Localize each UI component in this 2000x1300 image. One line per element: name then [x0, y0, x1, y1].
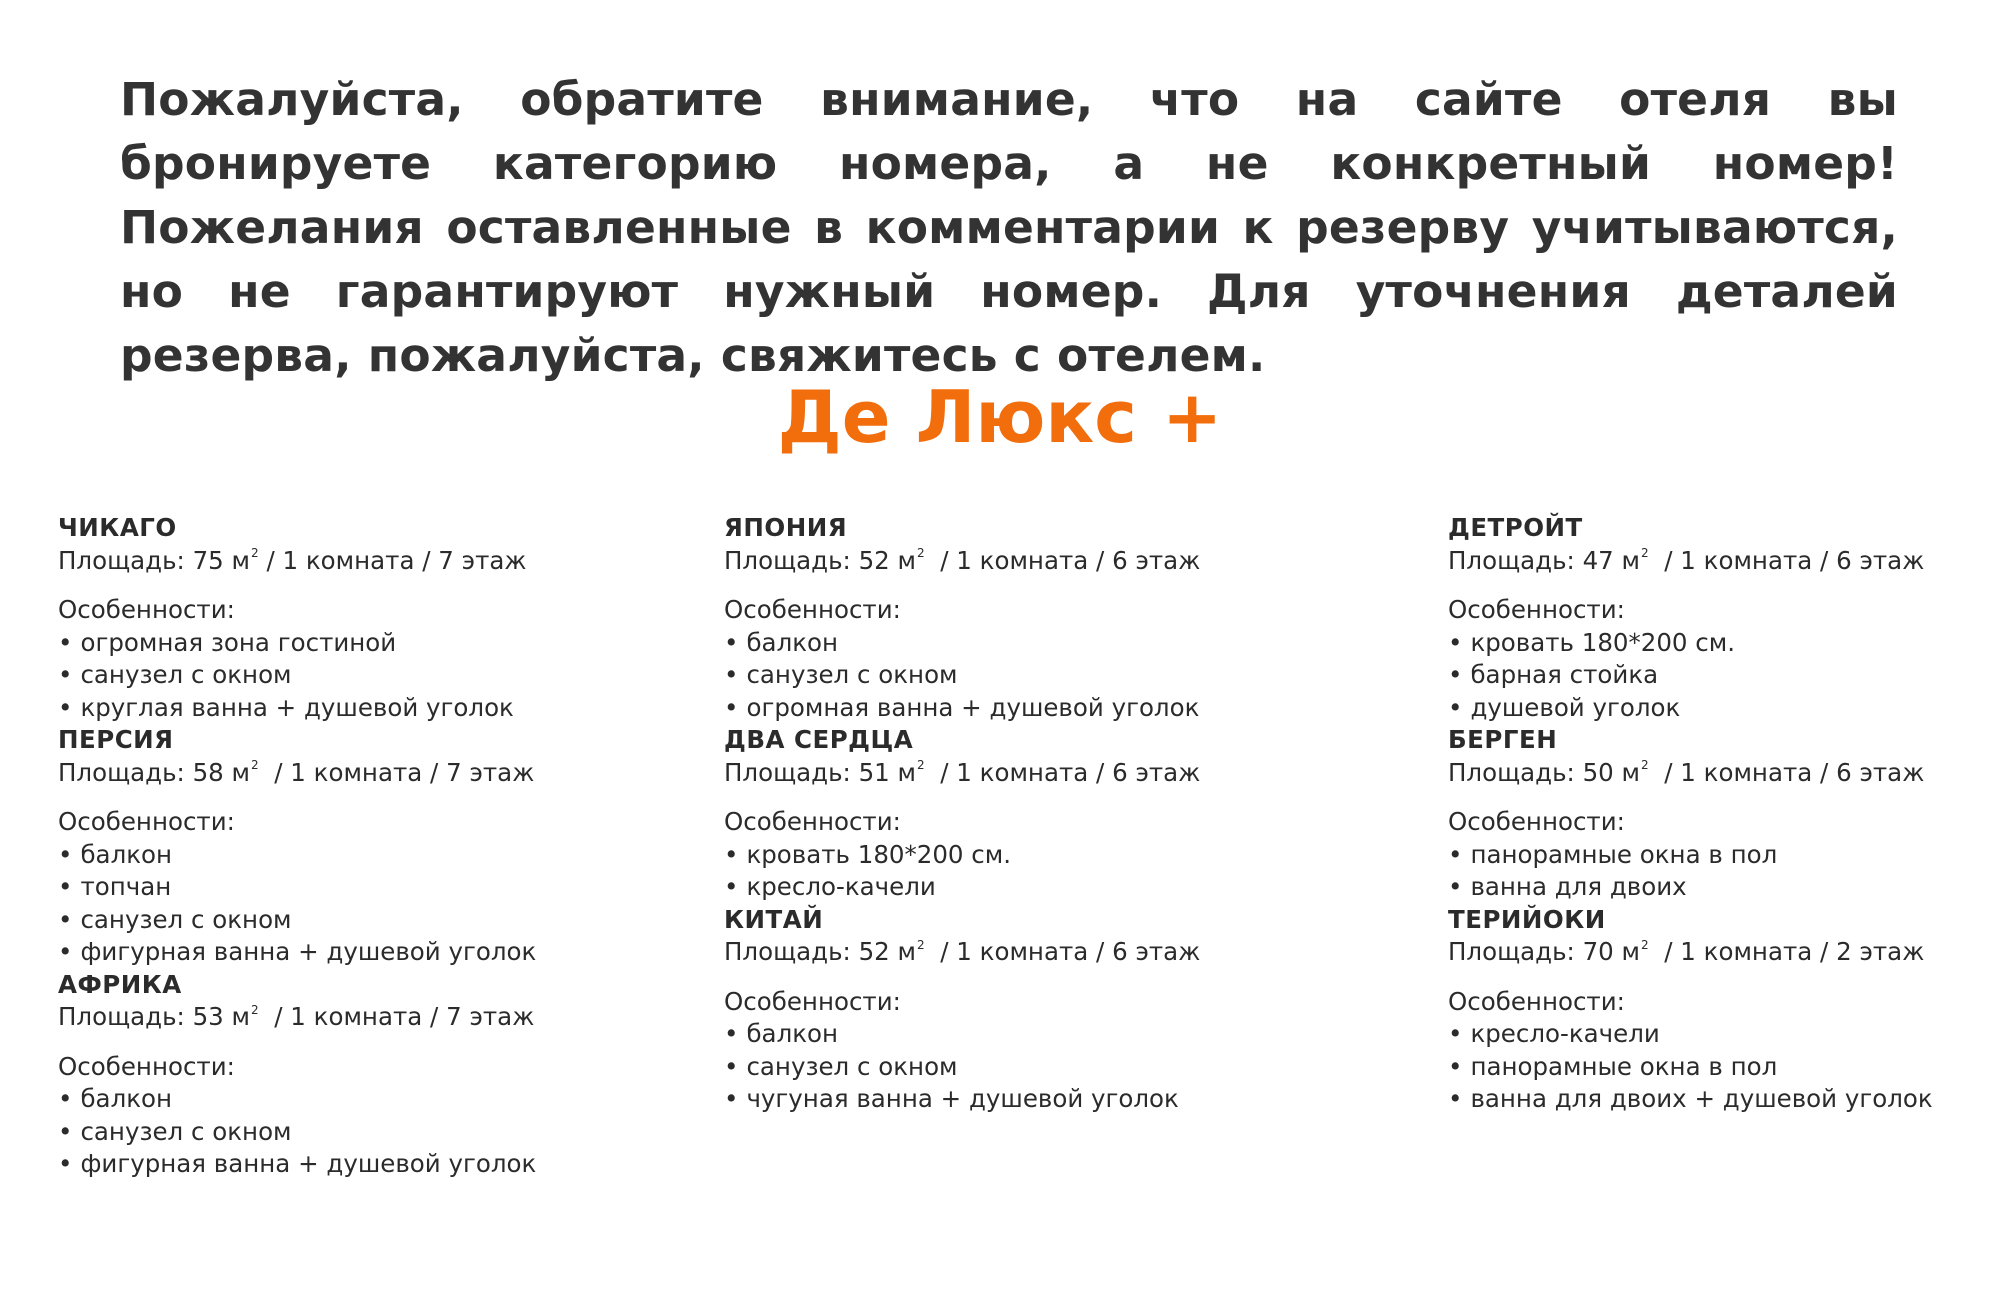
feature-item: • топчан — [58, 871, 678, 904]
feature-item: • балкон — [58, 1083, 678, 1116]
feature-item: • панорамные окна в пол — [1448, 839, 1988, 872]
features-label: Особенности: — [58, 807, 235, 836]
features-list — [58, 627, 678, 725]
feature-item: • балкон — [724, 1018, 1384, 1051]
features-label: Особенности: — [1448, 807, 1625, 836]
feature-item: • ванна для двоих + душевой уголок — [1448, 1083, 1988, 1116]
feature-item: • фигурная ванна + душевой уголок — [58, 936, 678, 969]
feature-item: • санузел с окном — [58, 1116, 678, 1149]
room-card — [724, 724, 1384, 904]
room-card — [58, 724, 678, 969]
features-list — [724, 1018, 1384, 1116]
feature-item: • балкон — [724, 627, 1384, 660]
room-area: Площадь: 50 $м^2 / 1$ комната / 6 этаж — [1448, 757, 1925, 787]
feature-item: • фигурная ванна + душевой уголок — [58, 1148, 678, 1181]
room-area: Площадь: 70 $м^2 / 1$ комната / 2 этаж — [1448, 937, 1925, 966]
feature-item: • чугуная ванна + душевой уголок — [724, 1083, 1384, 1116]
feature-item: • огромная ванна + душевой уголок — [724, 692, 1384, 725]
room-card — [58, 512, 678, 724]
feature-item: • панорамные окна в пол — [1448, 1051, 1988, 1084]
features-list — [1448, 627, 1988, 725]
room-card — [724, 512, 1384, 724]
booking-notice: Пожалуйста, обратите внимание, что на сайте отеля вы бронируете категорию номера, а не конкретный номер! Пожелания оставленные в комментарии к резерву учитываются, но не гарантируют нужный номер. Для уточнения деталей резерва, пожалуйста, свяжитесь с отелем. — [120, 73, 1898, 382]
features-list — [724, 839, 1384, 904]
room-name: ЯПОНИЯ — [724, 513, 848, 542]
room-name: ТЕРИЙОКИ — [1448, 904, 1606, 934]
features-label: Особенности: — [58, 1051, 235, 1081]
feature-item: • санузел с окном — [724, 659, 1384, 692]
feature-item: • круглая ванна + душевой уголок — [58, 692, 678, 725]
features-list — [1448, 1018, 1988, 1116]
feature-item: • санузел с окном — [724, 1051, 1384, 1084]
feature-item: • огромная зона гостиной — [58, 627, 678, 660]
features-label: Особенности: — [58, 595, 235, 624]
room-area: Площадь: 47 $м^2 / 1$ комната / 6 этаж — [1448, 545, 1925, 575]
feature-item: • балкон — [58, 839, 678, 872]
feature-item: • ванна для двоих — [1448, 871, 1988, 904]
room-area: Площадь: 51 $м^2 / 1$ комната / 6 этаж — [724, 757, 1201, 787]
category-heading: Де Люкс + — [777, 375, 1223, 459]
room-name: КИТАЙ — [724, 904, 824, 934]
rooms-column-3 — [1448, 512, 1988, 1116]
room-card — [58, 969, 678, 1181]
features-label: Особенности: — [1448, 595, 1625, 624]
feature-item: • барная стойка — [1448, 659, 1988, 692]
feature-item: • санузел с окном — [58, 659, 678, 692]
feature-item: • душевой уголок — [1448, 692, 1988, 725]
room-name: АФРИКА — [58, 969, 182, 999]
feature-item: • кровать 180*200 см. — [724, 839, 1384, 872]
room-area: Площадь: 75 $м^2 / 1$ комната / 7 этаж — [58, 545, 527, 575]
feature-item: • санузел с окном — [58, 904, 678, 937]
room-area: Площадь: 52 $м^2 / 1$ комната / 6 этаж — [724, 937, 1201, 966]
room-name: БЕРГЕН — [1448, 725, 1558, 754]
features-label: Особенности: — [724, 986, 901, 1016]
room-area: Площадь: 53 $м^2 / 1$ комната / 7 этаж — [58, 1002, 535, 1031]
room-area: Площадь: 58 $м^2 / 1$ комната / 7 этаж — [58, 757, 535, 787]
room-name: ПЕРСИЯ — [58, 725, 174, 754]
features-list — [58, 1083, 678, 1181]
room-card — [724, 904, 1384, 1116]
rooms-column-2 — [724, 512, 1384, 1116]
features-label: Особенности: — [724, 595, 901, 624]
features-label: Особенности: — [1448, 986, 1625, 1016]
feature-item: • кровать 180*200 см. — [1448, 627, 1988, 660]
features-label: Особенности: — [724, 807, 901, 836]
feature-item: • кресло-качели — [724, 871, 1384, 904]
features-list — [1448, 839, 1988, 904]
room-card — [1448, 724, 1988, 904]
room-name: ЧИКАГО — [58, 513, 177, 542]
features-list — [724, 627, 1384, 725]
room-card — [1448, 512, 1988, 724]
room-name: ДВА СЕРДЦА — [724, 725, 914, 754]
room-area: Площадь: 52 $м^2 / 1$ комната / 6 этаж — [724, 545, 1201, 575]
room-card — [1448, 904, 1988, 1116]
room-name: ДЕТРОЙТ — [1448, 513, 1583, 542]
feature-item: • кресло-качели — [1448, 1018, 1988, 1051]
rooms-column-1 — [58, 512, 678, 1181]
features-list — [58, 839, 678, 969]
